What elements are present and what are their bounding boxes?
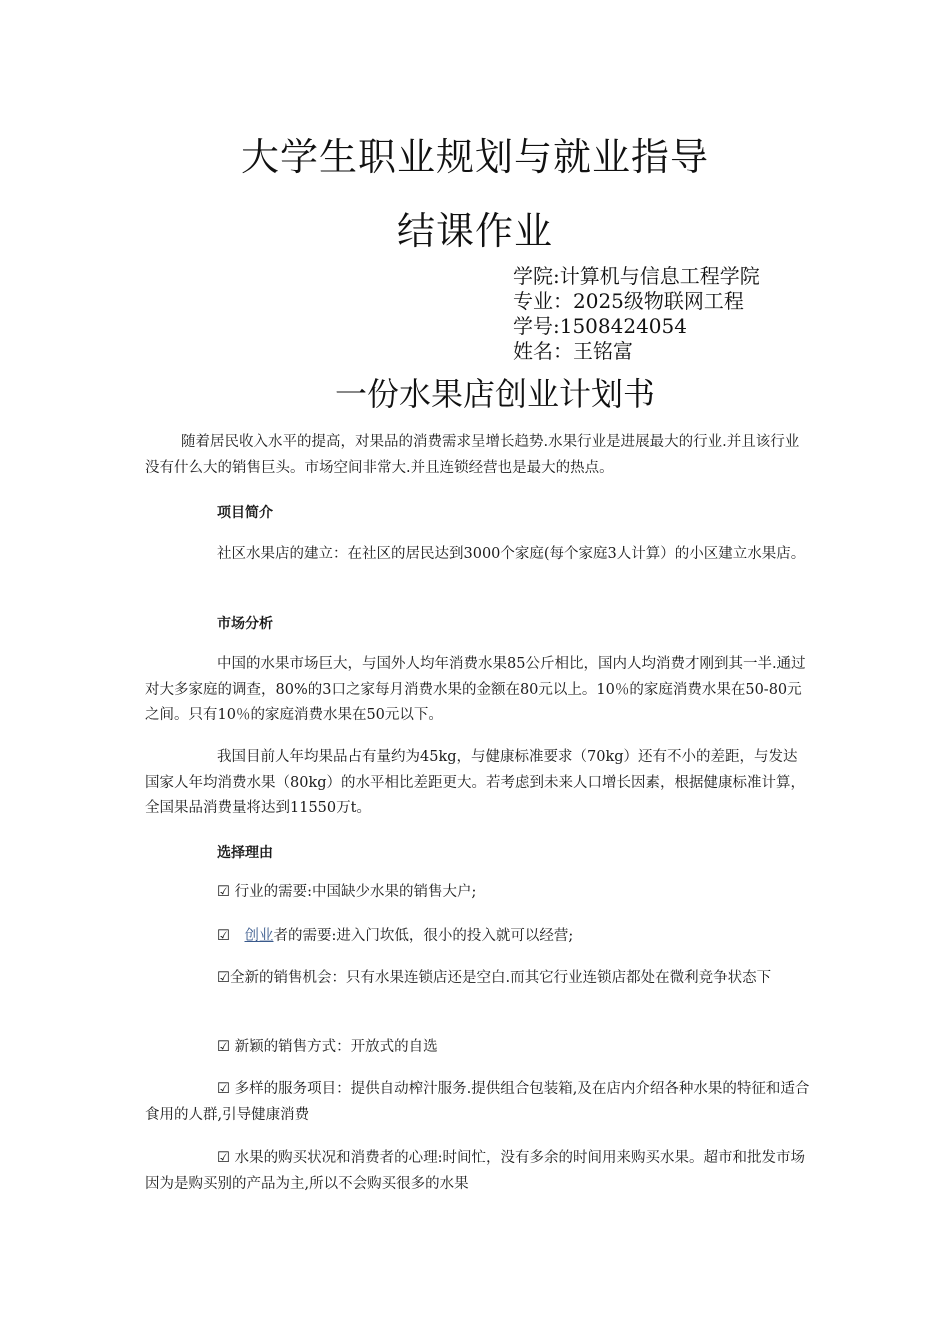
major-line: 专业：2025级物联网工程 [513,289,744,313]
section-heading-reasons: 选择理由 [217,845,273,861]
reason-item-6: ☑ 水果的购买状况和消费者的心理:时间忙，没有多余的时间用来购买水果。超市和批发市场因为是购买别的产品为主,所以不会购买很多的水果 [145,1150,805,1192]
plan-title: 一份水果店创业计划书 [334,375,655,413]
reason-item-5: ☑ 多样的服务项目：提供自动榨汁服务.提供组合包装箱,及在店内介绍各种水果的特征和适合食用的人群,引导健康消费 [145,1081,810,1123]
student-info-block [513,264,760,364]
reason-item-2-suffix: 者的需要:进入门坎低，很小的投入就可以经营; [273,928,574,944]
section-heading-market: 市场分析 [217,616,273,632]
reason-item-3: ☑全新的销售机会：只有水果连锁店还是空白.而其它行业连锁店都处在微利竞争状态下 [217,970,772,986]
assignment-title: 结课作业 [396,209,553,253]
reason-item-2 [145,924,810,950]
section-heading-project: 项目简介 [217,505,273,521]
market-paragraph-2: 我国目前人年均果品占有量约为45kg，与健康标准要求（70kg）还有不小的差距，与发达国家人年均消费水果（80kg）的水平相比差距更大。若考虑到未来人口增长因素，根据健康标准计算，全国果品消费量将达到11550万t。 [145,749,806,816]
reason-item-2-prefix: ☑ [217,928,245,944]
market-paragraph-1: 中国的水果市场巨大，与国外人均年消费水果85公斤相比，国内人均消费才刚到其一半.通过对大多家庭的调查，80%的3口之家每月消费水果的金额在80元以上。10％的家庭消费水果在50-80元之间。只有10％的家庭消费水果在50元以下。 [145,656,806,723]
reason-item-4: ☑ 新颖的销售方式：开放式的自选 [217,1039,438,1055]
project-paragraph: 社区水果店的建立：在社区的居民达到3000个家庭(每个家庭3人计算）的小区建立水果店。 [217,546,806,562]
intro-paragraph: 随着居民收入水平的提高，对果品的消费需求呈增长趋势.水果行业是进展最大的行业.并且该行业没有什么大的销售巨头。市场空间非常大.并且连锁经营也是最大的热点。 [145,434,800,476]
student-id-line: 学号:1508424054 [513,314,687,338]
name-line: 姓名：王铭富 [513,339,633,363]
college-line: 学院:计算机与信息工程学院 [513,264,760,288]
course-title: 大学生职业规划与就业指导 [240,135,709,179]
entrepreneurship-link[interactable]: 创业 [244,928,274,944]
reason-item-1: ☑ 行业的需要:中国缺少水果的销售大户; [217,884,477,900]
